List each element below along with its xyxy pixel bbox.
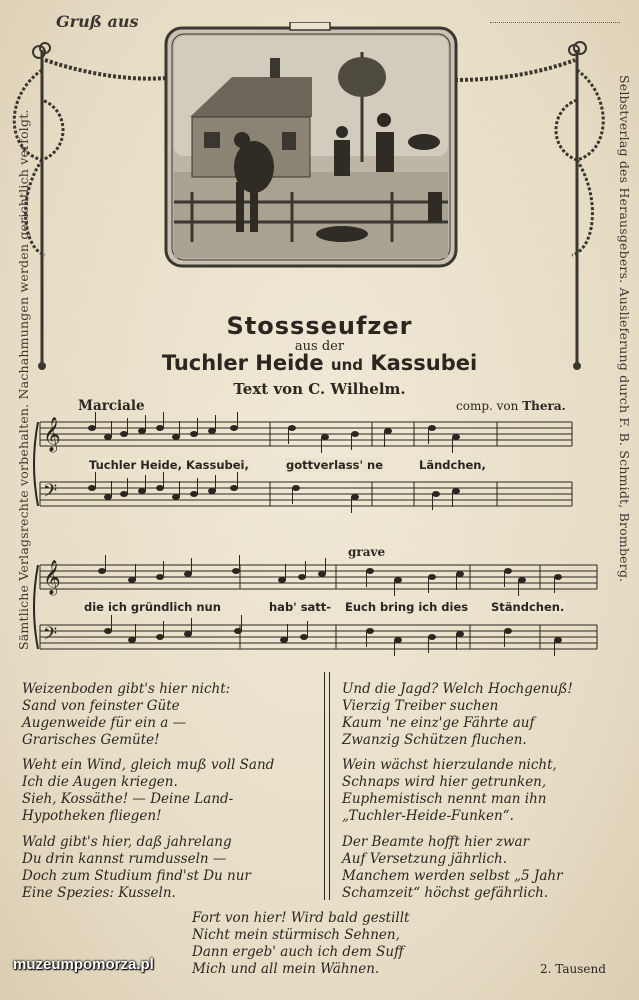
lyricist-credit: Text von C. Wilhelm.: [233, 380, 406, 398]
note-head: [384, 428, 392, 434]
lyric-line2-a: die ich gründlich nun: [84, 600, 221, 614]
note-head: [128, 577, 136, 583]
note-head: [104, 434, 112, 440]
note-head: [428, 425, 436, 431]
note-head: [318, 571, 326, 577]
bass-clef-icon: 𝄢: [43, 624, 58, 649]
note-head: [280, 637, 288, 643]
note-head: [452, 488, 460, 494]
note-head: [234, 628, 242, 634]
verse-right-1: Und die Jagd? Welch Hochgenuß! Vierzig Treiber suchen Kaum 'ne einz'ge Fährte auf Zwanzig Schützen fluchen.: [342, 681, 573, 748]
note-head: [504, 568, 512, 574]
note-head: [184, 631, 192, 637]
treble-clef-icon: 𝄞: [43, 417, 61, 452]
note-head: [156, 485, 164, 491]
note-head: [554, 574, 562, 580]
treble-clef-icon: 𝄞: [43, 560, 61, 595]
note-head: [156, 425, 164, 431]
note-head: [278, 577, 286, 583]
note-head: [452, 434, 460, 440]
note-head: [184, 571, 192, 577]
title-connector: aus der: [294, 339, 345, 354]
note-head: [504, 628, 512, 634]
song-subtitle: [0, 351, 639, 375]
note-head: [104, 494, 112, 500]
note-head: [300, 634, 308, 640]
note-head: [351, 431, 359, 437]
note-head: [321, 434, 329, 440]
music-score: [0, 410, 639, 660]
system-brace: [34, 422, 38, 506]
note-head: [156, 574, 164, 580]
note-head: [366, 628, 374, 634]
verse-right-2: Wein wächst hierzulande nicht, Schnaps wird hier getrunken, Euphemistisch nennt man ihn „Tuchler-Heide-Funken“.: [342, 757, 557, 824]
note-head: [394, 637, 402, 643]
note-head: [208, 428, 216, 434]
song-title: Stossseufzer: [226, 312, 413, 340]
note-head: [104, 628, 112, 634]
note-head: [128, 637, 136, 643]
verse-final: Fort von hier! Wird bald gestillt Nicht mein stürmisch Sehnen, Dann ergeb' auch ich dem Suff Mich und all mein Wähnen.: [192, 910, 410, 977]
composer-prefix: comp. von: [456, 399, 519, 413]
rights-notice: Sämtliche Verlagsrechte vorbehalten. Nachahmungen werden gerichtlich verfolgt.: [16, 109, 31, 650]
note-head: [554, 637, 562, 643]
note-head: [394, 577, 402, 583]
subtitle-part-b: Kassubei: [370, 351, 478, 375]
note-head: [366, 568, 374, 574]
tempo-marking: Marciale: [78, 398, 145, 414]
note-head: [351, 494, 359, 500]
note-head: [138, 428, 146, 434]
note-head: [172, 434, 180, 440]
lyric-line2-c: Euch bring ich dies: [345, 600, 469, 614]
lyric-line2-d: Ständchen.: [491, 600, 565, 614]
composer-name: Thera.: [522, 399, 566, 413]
note-head: [190, 431, 198, 437]
note-head: [230, 485, 238, 491]
note-head: [456, 571, 464, 577]
note-head: [232, 568, 240, 574]
bass-clef-icon: 𝄢: [43, 481, 58, 506]
note-head: [120, 491, 128, 497]
note-head: [88, 485, 96, 491]
edition-note: 2. Tausend: [540, 962, 606, 976]
note-head: [292, 485, 300, 491]
note-head: [156, 634, 164, 640]
verse-left-1: Weizenboden gibt's hier nicht: Sand von feinster Güte Augenweide für ein a — Grarisches Gemüte!: [22, 681, 231, 748]
verse-left-2: Weht ein Wind, gleich muß voll Sand Ich die Augen kriegen. Sieh, Kossäthe! — Deine Land- Hypotheken fliegen!: [22, 757, 275, 824]
system-brace: [34, 565, 38, 649]
note-head: [456, 631, 464, 637]
museum-watermark: muzeumpomorza.pl: [13, 956, 154, 973]
note-head: [432, 491, 440, 497]
lyric-line1-b: gottverlass' ne: [286, 458, 383, 472]
grave-marking: grave: [348, 545, 386, 559]
lyric-line1-c: Ländchen,: [419, 458, 486, 472]
greeting-text: Gruß aus: [56, 12, 139, 31]
publisher-notice: Selbstverlag des Herausgebers. Auslieferung durch F. B. Schmidt, Bromberg.: [617, 75, 632, 583]
note-head: [120, 431, 128, 437]
note-head: [98, 568, 106, 574]
verse-left-3: Wald gibt's hier, daß jahrelang Du drin kannst rumdusseln — Doch zum Studium find'st Du nur Eine Spezies: Kusseln.: [22, 834, 251, 901]
note-head: [88, 425, 96, 431]
verse-right-3: Der Beamte hofft hier zwar Auf Versetzung jährlich. Manchem werden selbst „5 Jahr Schamzeit“ höchst gefährlich.: [342, 834, 563, 901]
note-head: [138, 488, 146, 494]
note-head: [428, 574, 436, 580]
note-head: [172, 494, 180, 500]
note-head: [428, 634, 436, 640]
note-head: [190, 491, 198, 497]
note-head: [208, 488, 216, 494]
note-head: [288, 425, 296, 431]
column-divider: [324, 672, 330, 900]
note-head: [298, 574, 306, 580]
lyric-line1-a: Tuchler Heide, Kassubei,: [89, 458, 249, 472]
note-head: [230, 425, 238, 431]
lyric-line2-b: hab' satt-: [269, 600, 332, 614]
subtitle-part-a: Tuchler Heide: [161, 351, 324, 375]
subtitle-und: und: [330, 356, 363, 374]
village-scene-illustration: [162, 22, 460, 270]
note-head: [518, 577, 526, 583]
